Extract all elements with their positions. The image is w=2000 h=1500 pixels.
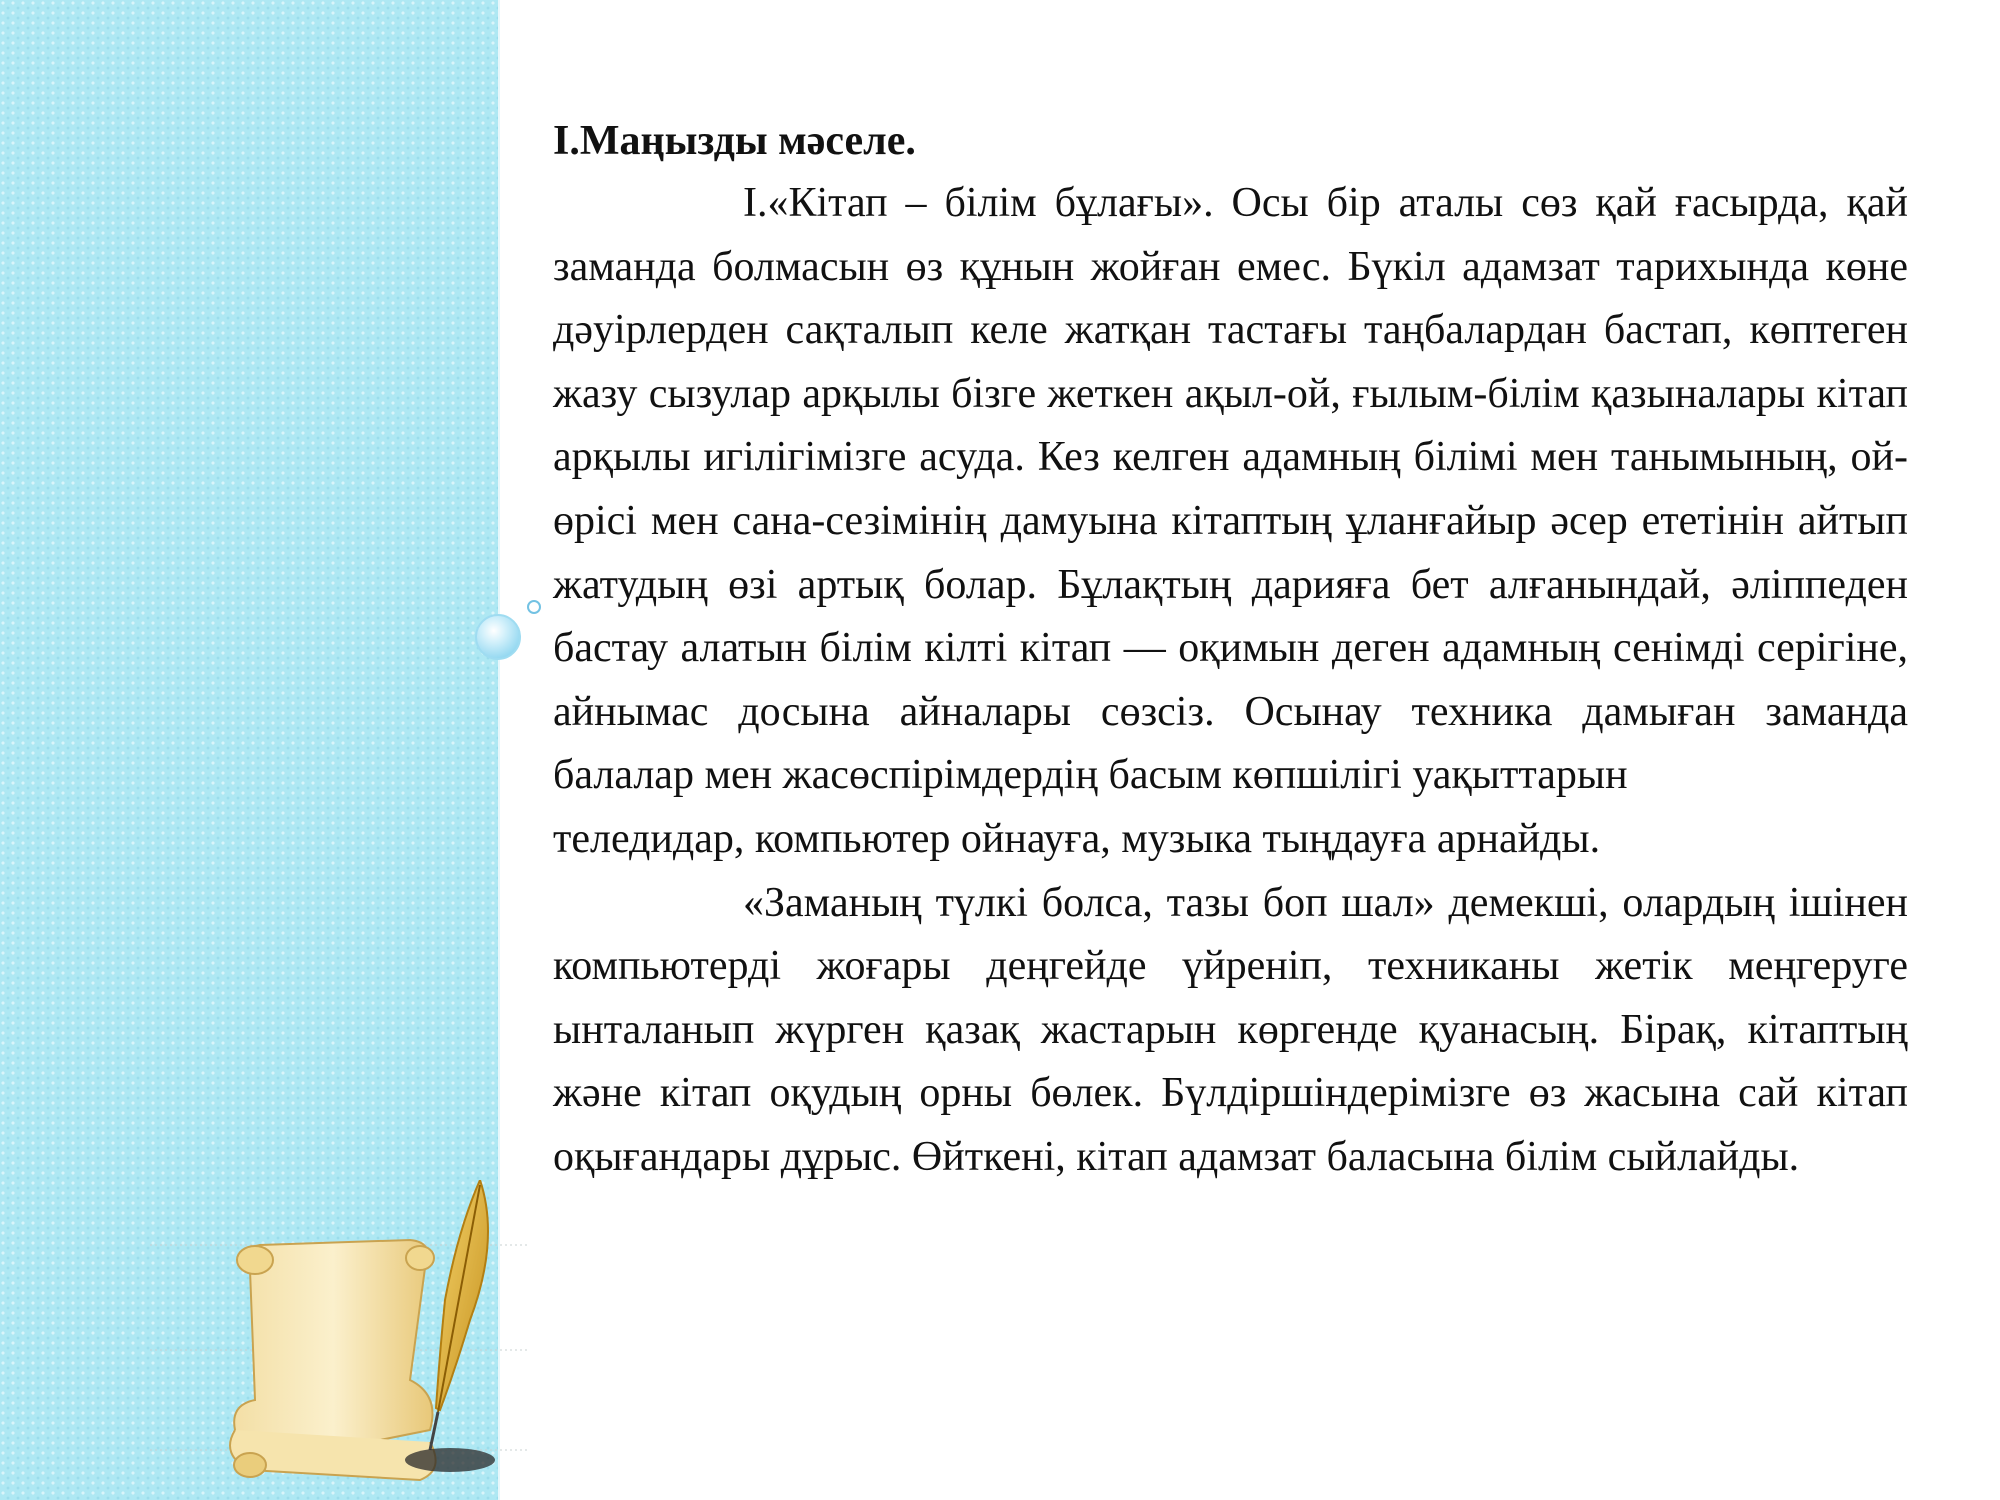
paragraph-kitap-text: I.«Кітап – білім бұлағы». Осы бір аталы сөз қай ғасырда, қай заманда болмасын өз құнын жойған емес. Бүкіл адамзат тарихында көне дәуірлерден сақталып келе жатқан тастағы таңбалардан бастап, көптеген жазу сызулар арқылы бізге жеткен ақыл-ой, ғылым-білім қазыналары кітап арқылы игілігімізге асуда. Кез келген адамның білімі мен танымының, ой-өрісі мен сана-сезімінің дамуына кітаптың ұланғайыр әсер ететінін айтып жатудың өзі артық болар. Бұлақтың дарияға бет алғанындай, әліппеден бастау алатын білім кілті кітап — оқимын деген адамның сенімді серігіне, айнымас досына айналары сөзсіз. Осынау техника дамыған заманда балалар мен жасөспірімдердің басым көпшілігі уақыттарын <box>553 180 1908 799</box>
bubble-ornament-small <box>527 600 541 614</box>
document-body <box>553 110 1908 1190</box>
bubble-ornament-large <box>475 614 521 660</box>
paragraph-zaman-text: «Заманың түлкі болса, тазы боп шал» демекші, олардың ішінен компьютерді жоғары деңгейде үйреніп, техниканы жетік меңгеруге ынталанып жүрген қазақ жастарын көргенде қуанасың. Бірақ, кітаптың және кітап оқудың орны бөлек. Бүлдіршіндерімізге өз жасына сай кітап оқығандары дұрыс. Өйткені, кітап адамзат баласына білім сыйлайды. <box>553 879 1908 1180</box>
paragraph-kitap <box>553 172 1908 808</box>
paragraph-zaman <box>553 872 1908 1190</box>
scroll-and-quill-icon <box>140 1180 540 1500</box>
paragraph-kitap-end: теледидар, компьютер ойнауға, музыка тыңдауға арнайды. <box>553 815 1601 862</box>
section-heading: I.Маңызды мәселе. <box>553 118 916 164</box>
